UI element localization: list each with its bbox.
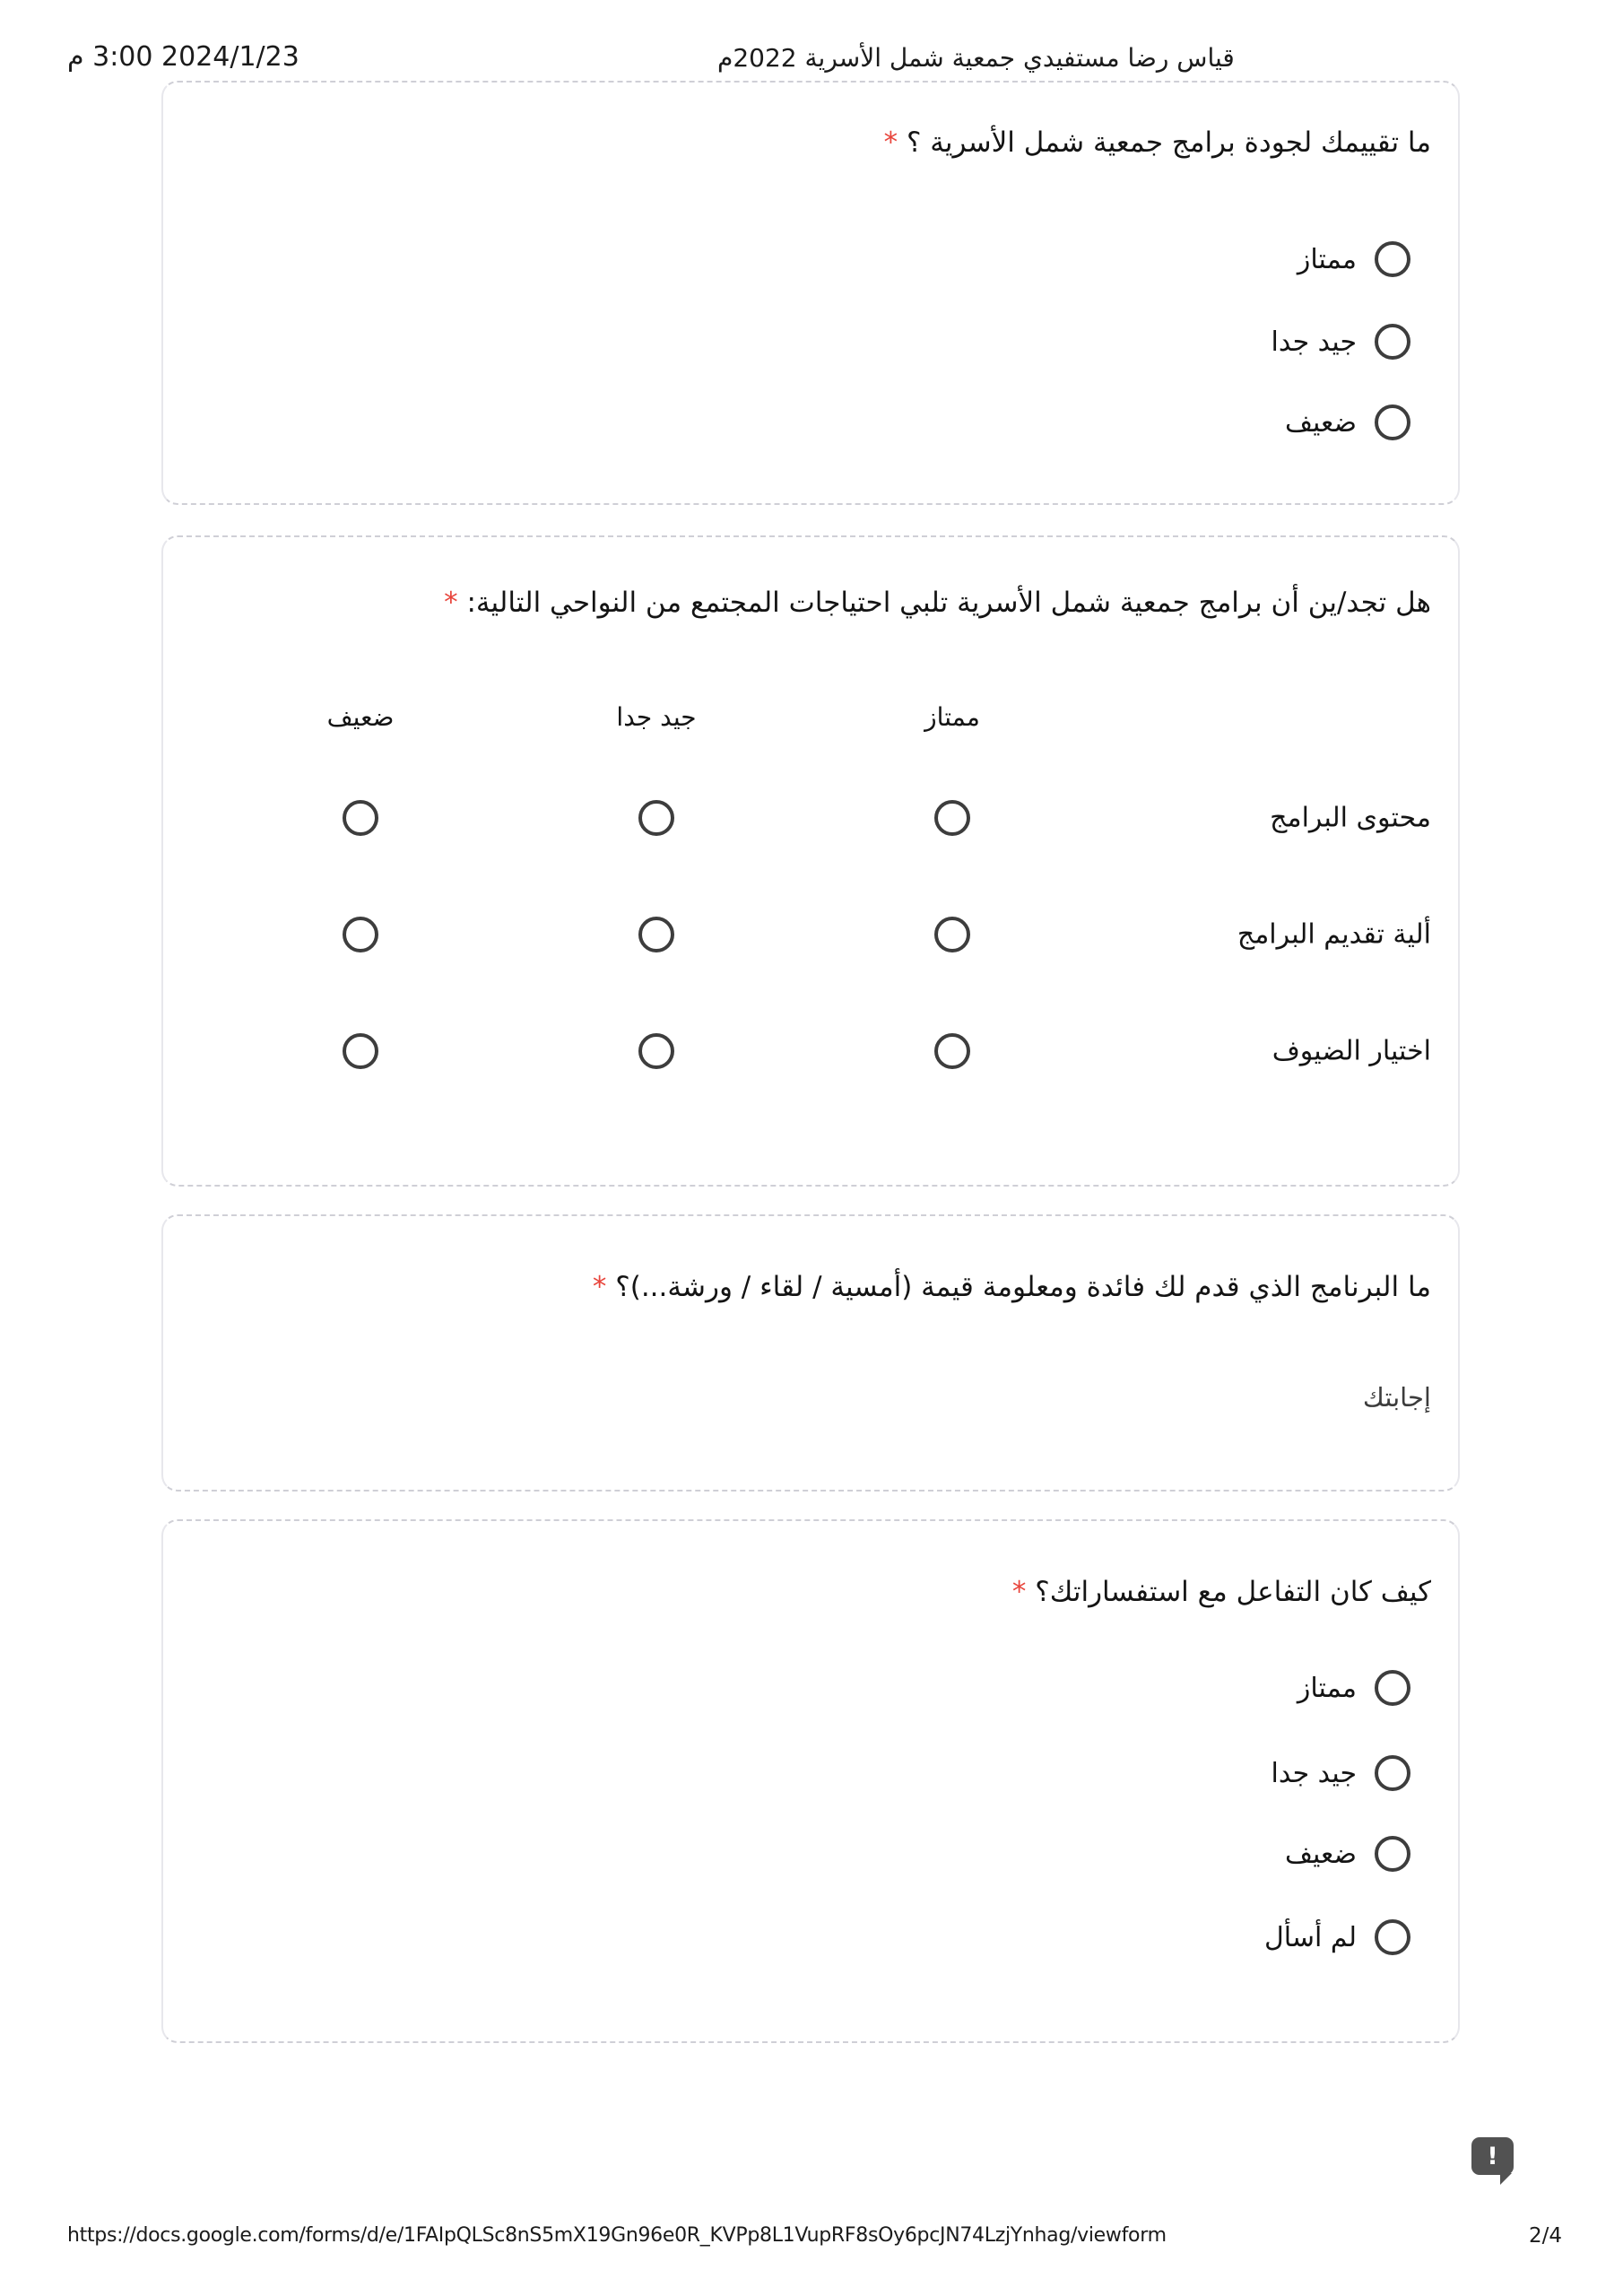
grid-radio-r2-excellent[interactable] [934,917,970,952]
option-label: جيد جدا [1271,1757,1357,1789]
option-label: جيد جدا [1271,326,1357,358]
print-datetime: م 3:00 2024/1/23 [67,41,299,73]
question-4-label: كيف كان التفاعل مع استفساراتك؟ [1035,1576,1431,1608]
required-asterisk: * [1011,1576,1027,1608]
grid-radio-r1-excellent[interactable] [934,800,970,836]
form-title: قياس رضا مستفيدي جمعية شمل الأسرية 2022م [717,43,1235,73]
question-1-text [884,122,1431,163]
q1-option-excellent [1298,238,1410,281]
question-4-text [1012,1571,1431,1613]
grid-col-header-excellent: ممتاز [924,702,980,732]
form-url: https://docs.google.com/forms/d/e/1FAIpQLSc8nS5mX19Gn96e0R_KVPp8L1VupRF8sOy6pcJN74LzjYnhag/viewform [67,2224,1167,2247]
page-number: 2/4 [1528,2224,1562,2248]
option-label: ممتاز [1297,1672,1357,1704]
q4-option-excellent [1298,1666,1410,1709]
required-asterisk: * [444,587,458,619]
radio-button[interactable] [1375,404,1410,440]
radio-button[interactable] [1375,324,1410,360]
grid-radio-r1-very-good[interactable] [638,800,674,836]
question-3-text [593,1266,1431,1308]
q1-option-very-good [1271,320,1410,363]
grid-row-label-delivery: ألية تقديم البرامج [1237,918,1431,951]
grid-radio-r3-weak[interactable] [343,1033,378,1069]
radio-button[interactable] [1375,1919,1410,1955]
question-2-text [444,582,1431,623]
question-card-3 [161,1214,1460,1492]
grid-col-header-weak: ضعيف [326,702,395,732]
grid-radio-r3-very-good[interactable] [638,1033,674,1069]
q1-option-weak [1285,401,1410,444]
radio-button[interactable] [1375,241,1410,277]
required-asterisk: * [883,126,898,159]
radio-button[interactable] [1375,1670,1410,1706]
radio-button[interactable] [1375,1755,1410,1791]
short-answer-field[interactable]: إجابتك [1362,1382,1431,1413]
option-label: ضعيف [1284,1838,1357,1870]
report-abuse-icon[interactable] [1471,2137,1514,2175]
option-label: ممتاز [1297,243,1357,275]
question-3-label: ما البرنامج الذي قدم لك فائدة ومعلومة قيمة (أمسية / لقاء / ورشة...)؟ [615,1271,1431,1303]
option-label: لم أسأل [1263,1921,1357,1953]
exclamation-glyph: ! [1487,2142,1498,2170]
q4-option-very-good [1271,1752,1410,1795]
q4-option-did-not-ask [1264,1916,1410,1959]
grid-radio-r2-weak[interactable] [343,917,378,952]
question-card-2 [161,535,1460,1187]
grid-radio-r3-excellent[interactable] [934,1033,970,1069]
question-card-4 [161,1519,1460,2043]
option-label: ضعيف [1284,406,1357,439]
question-2-label: هل تجد/ين أن برامج جمعية شمل الأسرية تلبي احتياجات المجتمع من النواحي التالية: [466,587,1431,619]
question-1-label: ما تقييمك لجودة برامج جمعية شمل الأسرية ؟ [906,126,1431,159]
q4-option-weak [1285,1832,1410,1875]
grid-col-header-very-good: جيد جدا [616,702,697,732]
required-asterisk: * [592,1271,607,1303]
grid-row-label-guests: اختيار الضيوف [1271,1035,1431,1067]
grid-radio-r1-weak[interactable] [343,800,378,836]
question-card-1 [161,81,1460,505]
radio-button[interactable] [1375,1836,1410,1872]
grid-row-label-content: محتوى البرامج [1270,802,1431,834]
grid-radio-r2-very-good[interactable] [638,917,674,952]
